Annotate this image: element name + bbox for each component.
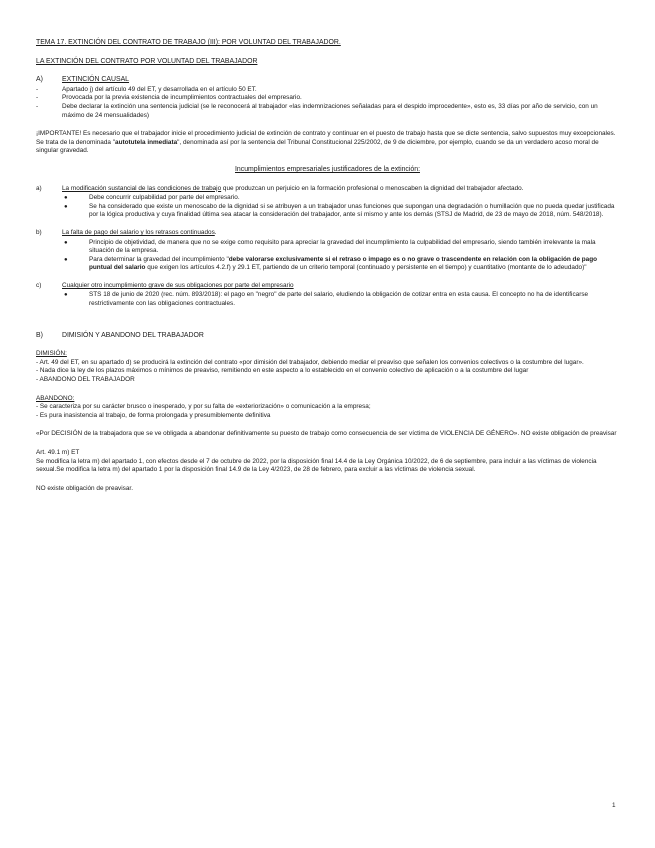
cause-a-bullets — [36, 194, 619, 220]
list-item: - Debe declarar la extinción una sentencia judicial (se le reconocerá al trabajador «las indemnizaciones señaladas para el despido improcedente», esto es, 33 días por año de servicio, con un máximo de 24 mensualidades) — [36, 102, 598, 119]
cause-c-bullets — [36, 291, 619, 308]
list-item: ● Debe concurrir culpabilidad por parte del empresario. — [64, 194, 240, 202]
section-b-letter: B) — [36, 331, 43, 339]
section-b-heading — [36, 332, 619, 341]
document-title: TEMA 17. EXTINCIÓN DEL CONTRATO DE TRABAJO (III): POR VOLUNTAD DEL TRABAJADOR. — [36, 39, 341, 46]
cause-c-heading: c) Cualquier otro incumplimiento grave de sus obligaciones por parte del empresario — [36, 281, 294, 289]
document-subtitle: LA EXTINCIÓN DEL CONTRATO POR VOLUNTAD DEL TRABAJADOR — [36, 57, 258, 65]
bullet-icon: ● — [64, 195, 68, 202]
section-a-title: EXTINCIÓN CAUSAL — [62, 76, 130, 84]
list-item: - Provocada por la previa existencia de incumplimientos contractuales del empresario. — [36, 94, 302, 102]
no-preaviso-note: NO existe obligación de preavisar. — [36, 484, 133, 492]
cause-b-bullets — [36, 239, 619, 273]
cause-b-heading: b) La falta de pago del salario y los retrasos continuados. — [36, 228, 217, 236]
page-number: 1 — [612, 802, 616, 809]
list-item: ● Para determinar la gravedad del incumplimiento "debe valorarse exclusivamente si el retraso o impago es o no grave o trascendente en relación con la obligación de pago puntual del salario que exigen los artículos 4.2.f) y 29.1 ET, partiendo de un criterio temporal (continuado y persistente en el tiempo) y cuantitativo (montante de lo adeudado)" — [64, 255, 598, 272]
list-item: ● STS 18 de junio de 2020 (rec. núm. 893/2018): el pago en "negro" de parte del salario, eludiendo la obligación de cotizar entra en esta causa. El concepto no ha de identificarse restrictivamente con las obligaciones contractuales. — [64, 291, 589, 308]
cause-a-heading: a) La modificación sustancial de las condiciones de trabajo que produzcan un perjuicio en la formación profesional o menoscaben la dignidad del trabajador afectado. — [36, 184, 524, 192]
modification-paragraph: Se modifica la letra m) del apartado 1, con efectos desde el 7 de octubre de 2022, por la disposición final 14.4 de la Ley Orgánica 10/2022, de 6 de septiembre, para incluir a las víctimas de violencia sexual.Se modifica la letra m) del apartado 1 por la disposición final 14.9 de la Ley 4/2023, de 28 de febrero, para excluir a las víctimas de violencia sexual. — [36, 457, 597, 474]
abandono-label: ABANDONO: — [36, 394, 75, 402]
bullet-icon: ● — [64, 203, 68, 210]
violencia-paragraph: «Por DECISIÓN de la trabajadora que se ve obligada a abandonar definitivamente su puesto de trabajo como consecuencia de ser víctima de VIOLENCIA DE GÉNERO». NO existe obligación de preavisar — [36, 430, 617, 438]
section-b-title: DIMISIÓN Y ABANDONO DEL TRABAJADOR — [62, 331, 204, 339]
dimision-label: DIMISIÓN: — [36, 350, 67, 358]
article-reference: Art. 49.1 m) ET — [36, 449, 80, 456]
abandono-block: - Se caracteriza por su carácter brusco o inesperado, y por su falta de «exteriorización» o comunicación a la empresa; - Es pura inasistencia al trabajo, de forma prolongada y presumiblemente definitiva — [36, 403, 371, 419]
incumplimientos-heading: Incumplimientos empresariales justificadores de la extinción: — [235, 165, 420, 173]
list-item: ● Se ha considerado que existe un menoscabo de la dignidad si se atribuyen a un trabajador unas funciones que supongan una degradación o humillación que no pueda quedar justificada por la lógica productiva y cuya finalidad última sea atacar la consideración del trabajador, ante sí mismo y ante los demás (STSJ de Madrid, de 23 de mayo de 2018, núm. 548/2018). — [64, 202, 615, 219]
section-a-list — [36, 86, 619, 120]
bullet-icon: ● — [64, 256, 68, 263]
section-a-letter: A) — [36, 76, 43, 84]
list-item: - Apartado j) del artículo 49 del ET, y desarrollada en el artículo 50 ET. — [36, 85, 257, 93]
list-item: ● Principio de objetividad, de manera que no se exige como requisito para apreciar la gravedad del incumplimiento la culpabilidad del empresario, siendo también irrelevante la mala situación de la empresa. — [64, 238, 596, 255]
section-a-heading — [36, 76, 619, 85]
autotutela-term: autotutela inmediata — [115, 138, 178, 146]
dimision-block: - Art. 49 del ET, en su apartado d) se producirá la extinción del contrato «por dimisión del trabajador, debiendo mediar el preaviso que señalen los convenios colectivos o la costumbre del lugar». - Nada dice la ley de los plazos máximos o mínimos de preaviso, remitiendo en este aspecto a lo establecido en el convenio colectivo de aplicación o a la costumbre del lugar - ABANDONO DEL TRABAJADOR — [36, 358, 584, 384]
bullet-icon: ● — [64, 239, 68, 246]
document-page — [36, 39, 619, 493]
bullet-icon: ● — [64, 292, 68, 299]
importante-paragraph: ¡IMPORTANTE! Es necesario que el trabajador inicie el procedimiento judicial de extinción de contrato y continuar en el puesto de trabajo hasta que se dicte sentencia, salvo supuestos muy excepcionales. Se trata de la denominada "autotutela inmediata", denominada así por la sentencia del Tribunal Constitucional 225/2002, de 9 de diciembre, por ejemplo, cuando se da un verdadero acoso moral de singular gravedad. — [36, 130, 616, 155]
